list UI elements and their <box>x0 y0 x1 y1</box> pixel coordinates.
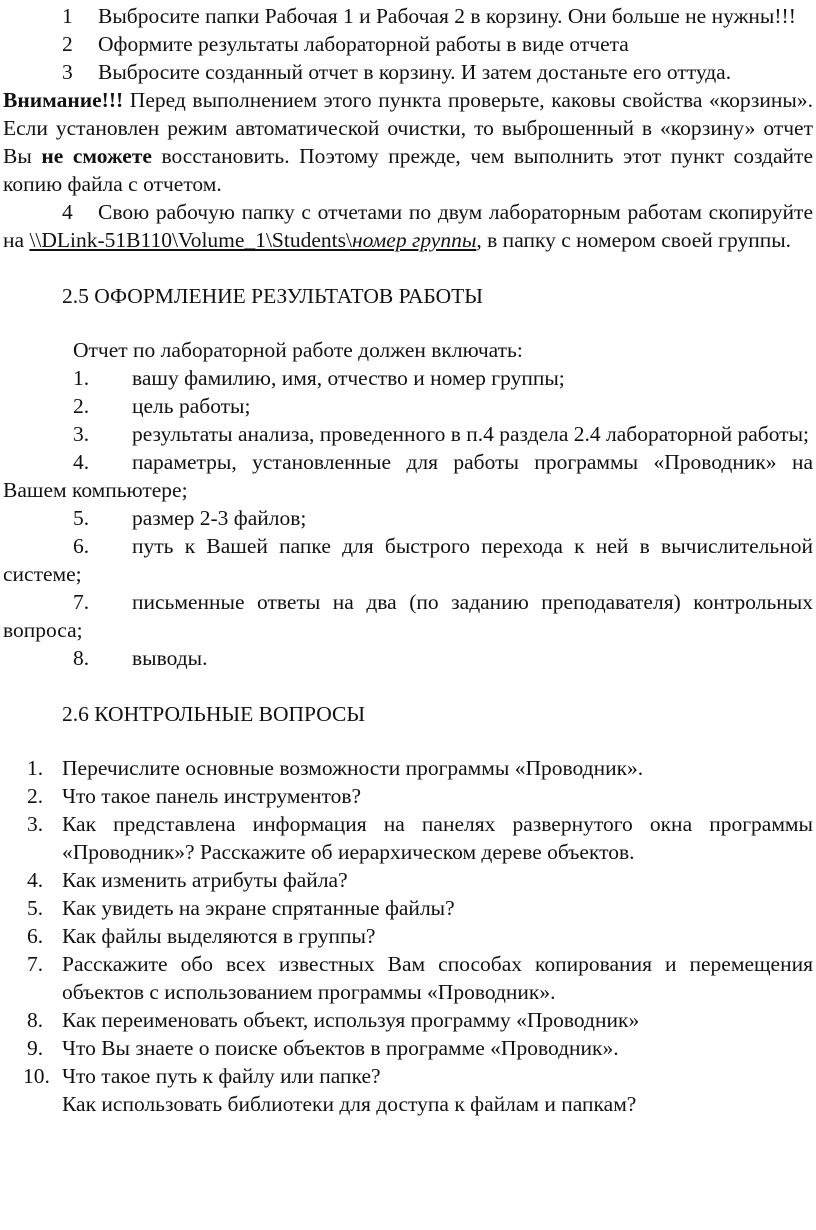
question-5-text: Как увидеть на экране спрятанные файлы? <box>62 896 455 920</box>
report-item-2 <box>3 392 813 420</box>
step-3-warning <box>3 86 813 198</box>
question-4 <box>3 866 813 894</box>
network-path <box>29 228 476 252</box>
step-3-text: Выбросите созданный отчет в корзину. И затем достаньте его оттуда. <box>98 60 732 84</box>
network-path-group: номер группы <box>351 228 477 252</box>
question-5 <box>3 894 813 922</box>
report-item-6-number: 6. <box>73 534 90 558</box>
step-2-number: 2 <box>62 32 73 56</box>
report-item-6-text: путь к Вашей папке для быстрого перехода к ней в вычислительной системе; <box>3 534 813 586</box>
report-item-7 <box>3 588 813 644</box>
report-item-5 <box>3 504 813 532</box>
report-item-2-text: цель работы; <box>132 394 251 418</box>
report-item-1-text: вашу фамилию, имя, отчество и номер группы; <box>132 366 565 390</box>
report-item-5-text: размер 2-3 файлов; <box>132 506 307 530</box>
trailing-question: Как использовать библиотеки для доступа к файлам и папкам? <box>62 1092 637 1116</box>
question-8 <box>3 1006 813 1034</box>
report-item-7-text: письменные ответы на два (по заданию преподавателя) контрольных вопроса; <box>3 590 813 642</box>
report-item-3 <box>3 420 813 448</box>
question-9 <box>3 1034 813 1062</box>
report-item-3-text: результаты анализа, проведенного в п.4 раздела 2.4 лабораторной работы; <box>132 422 809 446</box>
report-item-8 <box>3 644 813 672</box>
question-2-number: 2. <box>27 784 44 808</box>
question-3-number: 3. <box>27 812 44 836</box>
warning-label: Внимание!!! <box>3 88 124 112</box>
report-item-3-number: 3. <box>73 422 90 446</box>
step-4-text-a: Свою рабочую папку с отчетами по двум лабораторным работам скопируйте на <box>3 200 813 252</box>
question-3 <box>3 810 813 866</box>
step-1 <box>3 2 813 30</box>
step-2 <box>3 30 813 58</box>
question-7 <box>3 950 813 1006</box>
step-4-number: 4 <box>62 200 73 224</box>
question-1-text: Перечислите основные возможности программы «Проводник». <box>62 756 644 780</box>
question-8-text: Как переименовать объект, используя программу «Проводник» <box>62 1008 640 1032</box>
report-item-5-number: 5. <box>73 506 90 530</box>
question-10-number: 10. <box>23 1064 50 1088</box>
question-4-number: 4. <box>27 868 44 892</box>
step-3-number: 3 <box>62 60 73 84</box>
step-1-text: Выбросите папки Рабочая 1 и Рабочая 2 в корзину. Они больше не нужны!!! <box>98 4 796 28</box>
question-7-text: Расскажите обо всех известных Вам способах копирования и перемещения объектов с использованием программы «Проводник». <box>62 952 813 1004</box>
question-2 <box>3 782 813 810</box>
report-item-6 <box>3 532 813 588</box>
warning-bold-phrase: не сможете <box>41 144 152 168</box>
step-4-text-b: , в папку с номером своей группы. <box>476 228 792 252</box>
question-2-text: Что такое панель инструментов? <box>62 784 362 808</box>
warning-text-b: восстановить. Поэтому прежде, чем выполнить этот пункт создайте копию файла с отчетом. <box>3 144 813 196</box>
question-9-text: Что Вы знаете о поиске объектов в программе «Проводник». <box>62 1036 619 1060</box>
question-10 <box>3 1062 813 1090</box>
question-8-number: 8. <box>27 1008 44 1032</box>
report-item-4-number: 4. <box>73 450 90 474</box>
question-1 <box>3 754 813 782</box>
warning-text-a: Перед выполнением этого пункта проверьте, каковы свойства «корзины». Если установлен режим автоматической очистки, то выброшенный в «корзину» отчет Вы <box>3 88 813 168</box>
report-item-1 <box>3 364 813 392</box>
report-item-4-text: параметры, установленные для работы программы «Проводник» на Вашем компьютере; <box>3 450 813 502</box>
report-item-4 <box>3 448 813 504</box>
question-6-number: 6. <box>27 924 44 948</box>
step-3 <box>3 58 813 86</box>
question-3-text: Как представлена информация на панелях развернутого окна программы «Проводник»? Расскажите об иерархическом дереве объектов. <box>62 812 813 864</box>
question-5-number: 5. <box>27 896 44 920</box>
report-item-8-number: 8. <box>73 646 90 670</box>
report-item-1-number: 1. <box>73 366 90 390</box>
step-4 <box>3 198 813 254</box>
question-10-text: Что такое путь к файлу или папке? <box>62 1064 381 1088</box>
control-questions-list <box>3 754 813 1090</box>
network-path-text: \\DLink-51B110\Volume_1\Students\ <box>29 228 352 252</box>
report-item-8-text: выводы. <box>132 646 208 670</box>
question-1-number: 1. <box>27 756 44 780</box>
question-6-text: Как файлы выделяются в группы? <box>62 924 376 948</box>
question-6 <box>3 922 813 950</box>
question-7-number: 7. <box>27 952 44 976</box>
report-intro: Отчет по лабораторной работе должен включать: <box>73 338 523 362</box>
step-2-text: Оформите результаты лабораторной работы в виде отчета <box>98 32 629 56</box>
section-2-6-title: 2.6 КОНТРОЛЬНЫЕ ВОПРОСЫ <box>62 702 366 726</box>
step-1-number: 1 <box>62 4 73 28</box>
report-item-2-number: 2. <box>73 394 90 418</box>
question-9-number: 9. <box>27 1036 44 1060</box>
report-item-7-number: 7. <box>73 590 90 614</box>
question-4-text: Как изменить атрибуты файла? <box>62 868 348 892</box>
section-2-5-title: 2.5 ОФОРМЛЕНИЕ РЕЗУЛЬТАТОВ РАБОТЫ <box>62 284 483 308</box>
